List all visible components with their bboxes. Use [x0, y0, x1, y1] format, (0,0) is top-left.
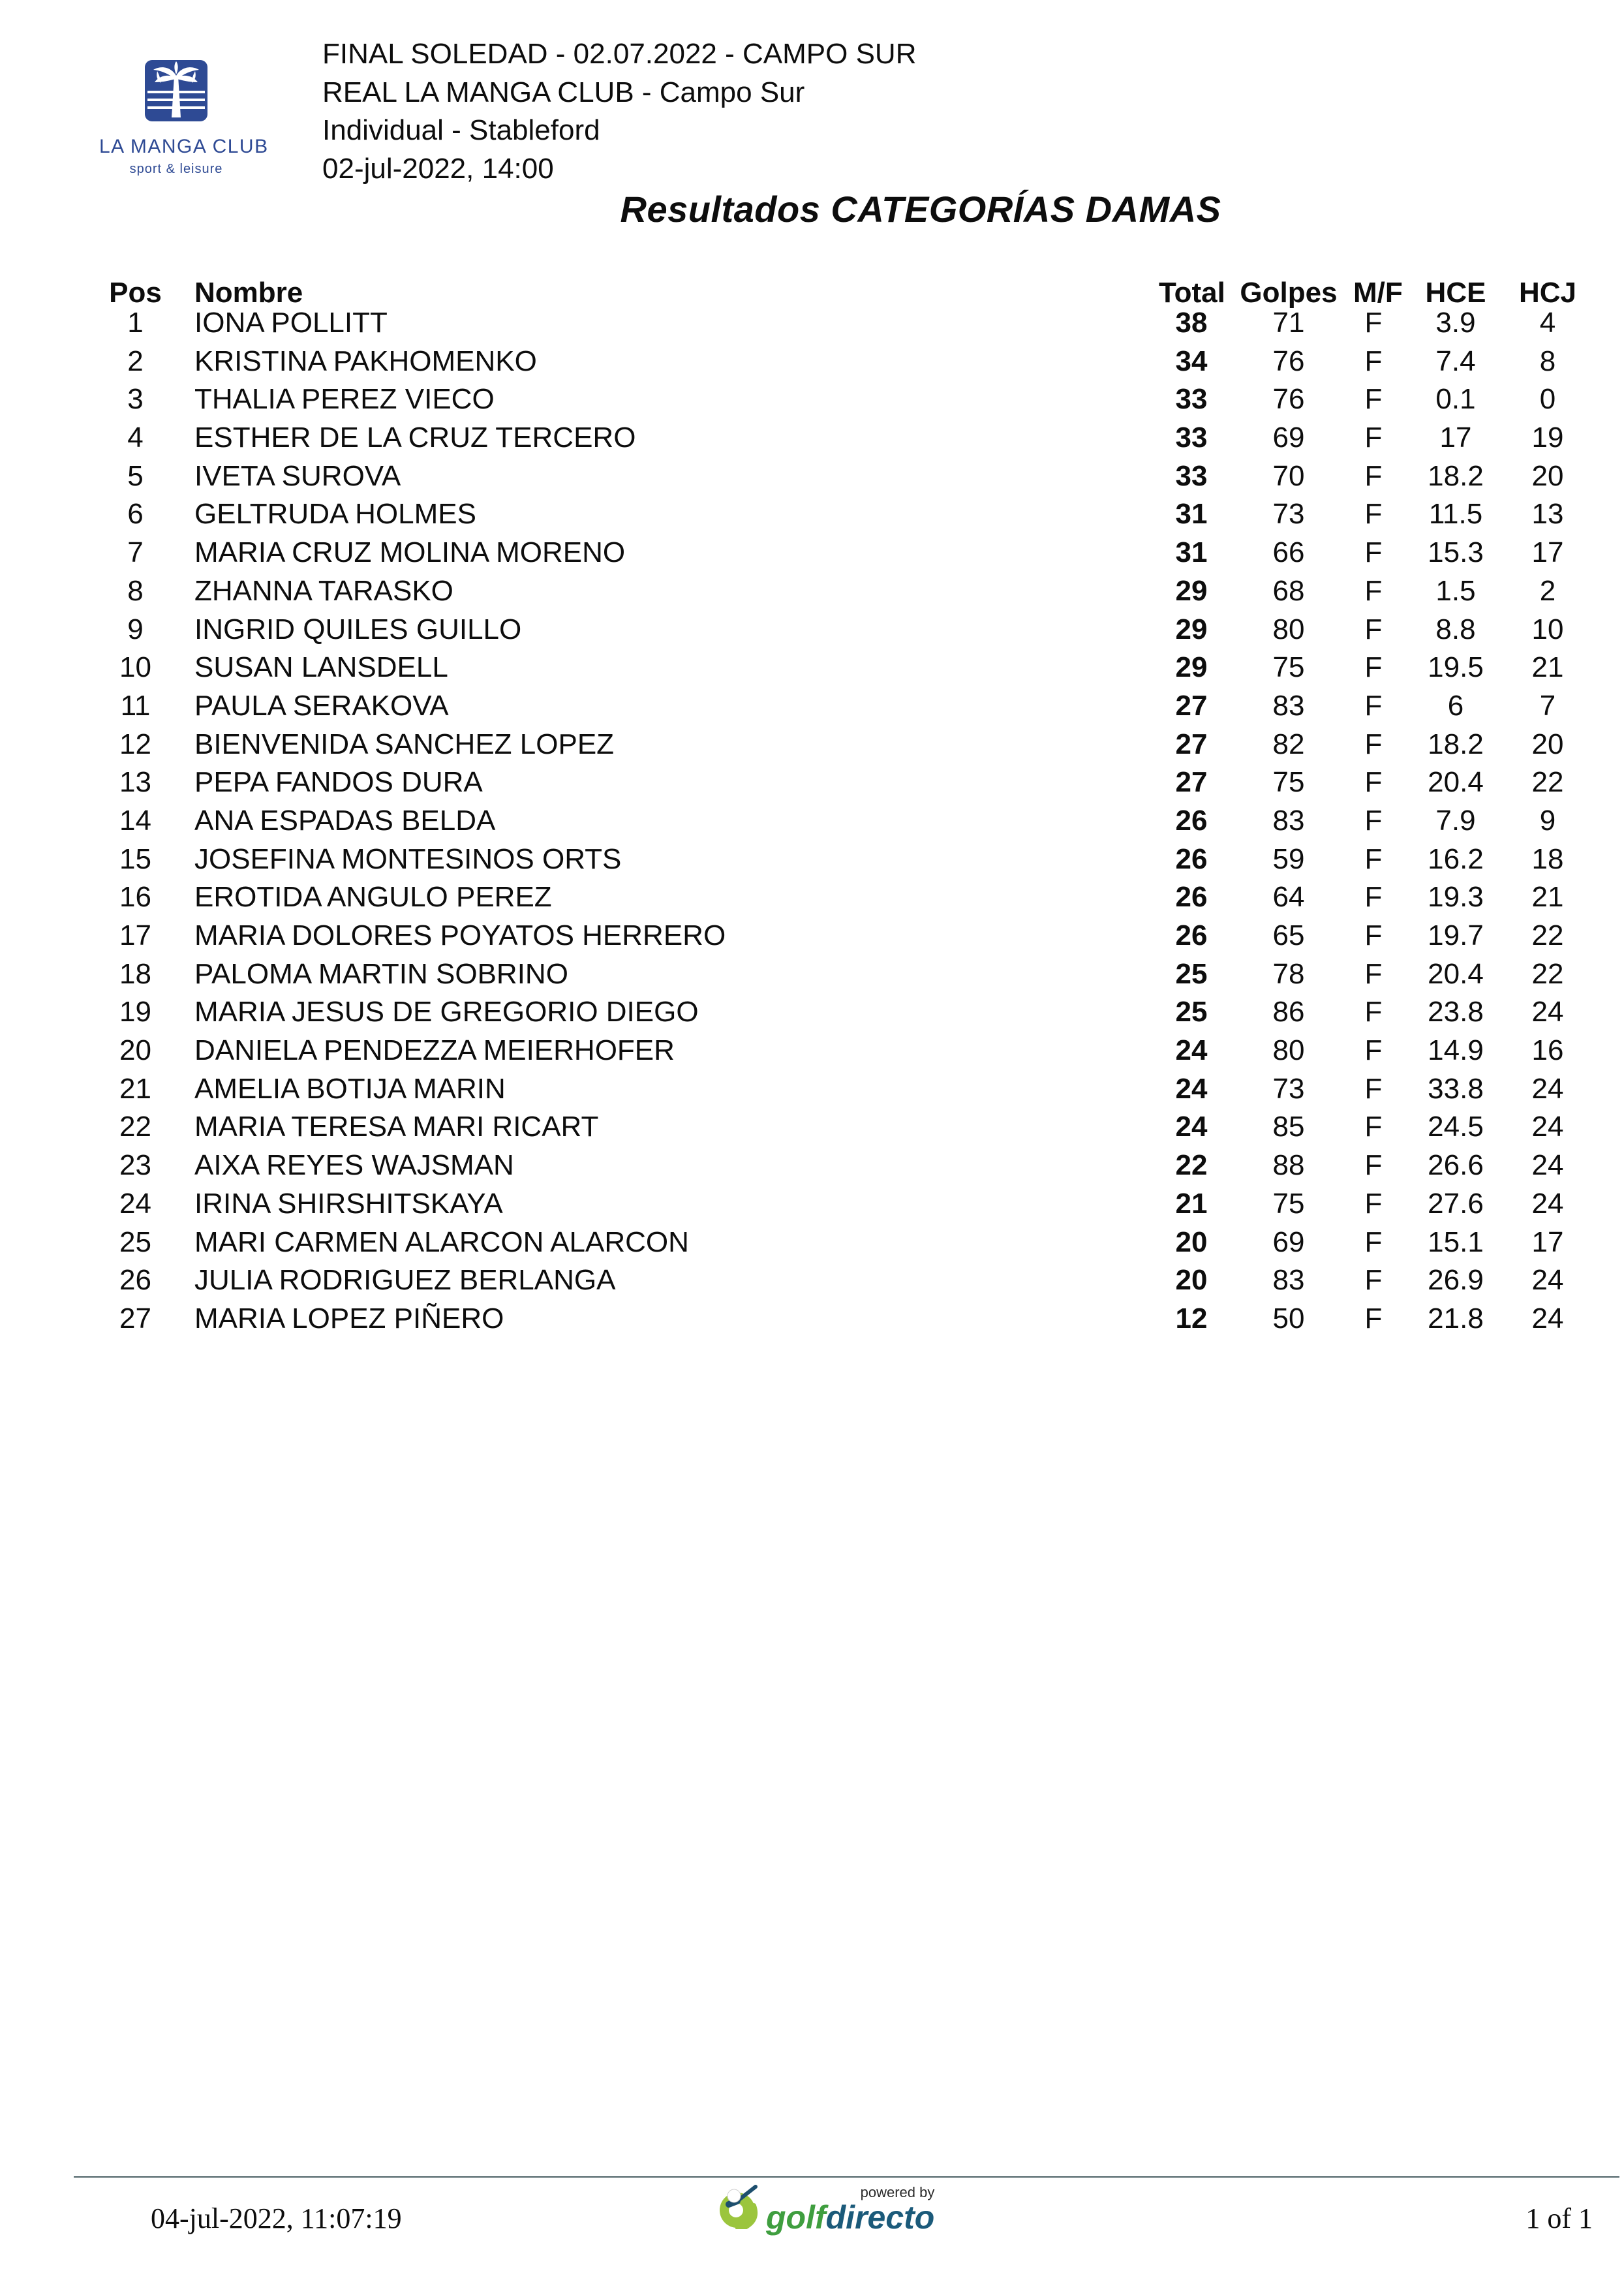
pos-cell: 7 [127, 536, 144, 569]
mf-cell: F [1364, 383, 1383, 416]
hcj-cell: 21 [1531, 651, 1564, 684]
powered-by-label: powered by [860, 2184, 935, 2200]
pos-cell: 13 [119, 766, 151, 799]
table-rows [104, 304, 1578, 1338]
hce-cell: 18.2 [1428, 728, 1484, 760]
pos-cell: 27 [119, 1302, 151, 1334]
hce-cell: 33.8 [1428, 1072, 1484, 1105]
mf-cell: F [1364, 613, 1383, 645]
hce-cell: 8.8 [1435, 613, 1476, 645]
table-row [104, 955, 1578, 994]
golpes-cell: 88 [1272, 1149, 1305, 1182]
total-cell: 26 [1175, 919, 1208, 951]
mf-cell: F [1364, 422, 1383, 454]
name-cell: SUSAN LANSDELL [194, 651, 448, 684]
total-cell: 24 [1175, 1111, 1208, 1143]
table-row [104, 993, 1578, 1032]
mf-cell: F [1364, 1149, 1383, 1182]
club-logo-block [99, 60, 269, 177]
hce-cell: 23.8 [1428, 996, 1484, 1028]
column-header-hcj: HCJ [1518, 277, 1577, 309]
table-row [104, 611, 1578, 649]
pos-cell: 14 [119, 804, 151, 837]
table-row [104, 419, 1578, 457]
hce-cell: 7.4 [1435, 345, 1476, 377]
table-row [104, 1147, 1578, 1185]
hcj-cell: 8 [1539, 345, 1556, 377]
name-cell: JULIA RODRIGUEZ BERLANGA [194, 1264, 616, 1297]
total-cell: 26 [1175, 881, 1208, 914]
wordmark-directo: directo [825, 2199, 935, 2236]
pos-cell: 24 [119, 1187, 151, 1220]
mf-cell: F [1364, 1072, 1383, 1105]
table-row [104, 495, 1578, 534]
golpes-cell: 64 [1272, 881, 1305, 914]
date-time-line: 02-jul-2022, 14:00 [322, 153, 554, 185]
hce-cell: 20.4 [1428, 957, 1484, 990]
golpes-cell: 76 [1272, 383, 1305, 416]
total-cell: 26 [1175, 842, 1208, 875]
golpes-cell: 69 [1272, 1226, 1305, 1258]
hce-cell: 6 [1447, 689, 1464, 722]
golpes-cell: 75 [1272, 651, 1305, 684]
mf-cell: F [1364, 345, 1383, 377]
hcj-cell: 24 [1531, 1149, 1564, 1182]
golpes-cell: 50 [1272, 1302, 1305, 1334]
table-row [104, 1032, 1578, 1070]
hcj-cell: 22 [1531, 766, 1564, 799]
hcj-cell: 16 [1531, 1034, 1564, 1067]
table-row [104, 802, 1578, 840]
pos-cell: 8 [127, 574, 144, 607]
pos-cell: 19 [119, 996, 151, 1028]
golpes-cell: 83 [1272, 689, 1305, 722]
name-cell: PEPA FANDOS DURA [194, 766, 483, 799]
mf-cell: F [1364, 996, 1383, 1028]
mf-cell: F [1364, 574, 1383, 607]
name-cell: GELTRUDA HOLMES [194, 498, 476, 531]
table-row [104, 1261, 1578, 1300]
table-row [104, 917, 1578, 955]
pos-cell: 5 [127, 459, 144, 492]
total-cell: 20 [1175, 1264, 1208, 1297]
mf-cell: F [1364, 804, 1383, 837]
pos-cell: 21 [119, 1072, 151, 1105]
hcj-cell: 10 [1531, 613, 1564, 645]
footer-divider [74, 2176, 1619, 2178]
column-header-total: Total [1159, 277, 1225, 309]
name-cell: KRISTINA PAKHOMENKO [194, 345, 537, 377]
pos-cell: 1 [127, 307, 144, 339]
total-cell: 29 [1175, 613, 1208, 645]
tournament-name-line: FINAL SOLEDAD - 02.07.2022 - CAMPO SUR [322, 38, 917, 70]
golpes-cell: 73 [1272, 498, 1305, 531]
total-cell: 21 [1175, 1187, 1208, 1220]
hce-cell: 16.2 [1428, 842, 1484, 875]
name-cell: INGRID QUILES GUILLO [194, 613, 522, 645]
hcj-cell: 19 [1531, 422, 1564, 454]
column-header-golpes: Golpes [1240, 277, 1338, 309]
name-cell: ZHANNA TARASKO [194, 574, 453, 607]
hcj-cell: 21 [1531, 881, 1564, 914]
hcj-cell: 24 [1531, 1264, 1564, 1297]
table-row [104, 1300, 1578, 1338]
hce-cell: 7.9 [1435, 804, 1476, 837]
hcj-cell: 17 [1531, 536, 1564, 569]
hce-cell: 21.8 [1428, 1302, 1484, 1334]
total-cell: 29 [1175, 651, 1208, 684]
results-table [104, 277, 1578, 1338]
table-row [104, 763, 1578, 802]
table-row [104, 304, 1578, 343]
golpes-cell: 75 [1272, 1187, 1305, 1220]
golpes-cell: 75 [1272, 766, 1305, 799]
hce-cell: 17 [1439, 422, 1472, 454]
hce-cell: 26.6 [1428, 1149, 1484, 1182]
pos-cell: 22 [119, 1111, 151, 1143]
name-cell: JOSEFINA MONTESINOS ORTS [194, 842, 622, 875]
column-header-pos: Pos [109, 277, 162, 309]
table-row [104, 687, 1578, 726]
pos-cell: 10 [119, 651, 151, 684]
hcj-cell: 13 [1531, 498, 1564, 531]
hce-cell: 19.7 [1428, 919, 1484, 951]
golpes-cell: 66 [1272, 536, 1305, 569]
hcj-cell: 0 [1539, 383, 1556, 416]
golpes-cell: 69 [1272, 422, 1305, 454]
table-row [104, 649, 1578, 687]
total-cell: 33 [1175, 459, 1208, 492]
table-row [104, 878, 1578, 917]
hcj-cell: 17 [1531, 1226, 1564, 1258]
mf-cell: F [1364, 728, 1383, 760]
mf-cell: F [1364, 1302, 1383, 1334]
total-cell: 38 [1175, 307, 1208, 339]
mf-cell: F [1364, 307, 1383, 339]
pos-cell: 11 [120, 689, 151, 722]
hcj-cell: 18 [1531, 842, 1564, 875]
golfdirecto-wordmark-block [766, 2185, 934, 2234]
golpes-cell: 83 [1272, 804, 1305, 837]
golpes-cell: 82 [1272, 728, 1305, 760]
hcj-cell: 24 [1531, 996, 1564, 1028]
hcj-cell: 7 [1539, 689, 1556, 722]
footer-print-timestamp: 04-jul-2022, 11:07:19 [151, 2202, 402, 2234]
mf-cell: F [1364, 689, 1383, 722]
mf-cell: F [1364, 919, 1383, 951]
golpes-cell: 78 [1272, 957, 1305, 990]
hcj-cell: 22 [1531, 919, 1564, 951]
total-cell: 27 [1175, 728, 1208, 760]
mf-cell: F [1364, 651, 1383, 684]
golpes-cell: 80 [1272, 1034, 1305, 1067]
table-row [104, 572, 1578, 611]
name-cell: PALOMA MARTIN SOBRINO [194, 957, 568, 990]
table-header-row [104, 277, 1578, 309]
name-cell: EROTIDA ANGULO PEREZ [194, 881, 552, 914]
hce-cell: 19.3 [1428, 881, 1484, 914]
hcj-cell: 24 [1531, 1072, 1564, 1105]
hcj-cell: 20 [1531, 459, 1564, 492]
club-logo-tagline: sport & leisure [129, 162, 223, 176]
golpes-cell: 86 [1272, 996, 1305, 1028]
hcj-cell: 24 [1531, 1111, 1564, 1143]
mf-cell: F [1364, 766, 1383, 799]
pos-cell: 16 [119, 881, 151, 914]
pos-cell: 4 [127, 422, 144, 454]
golfdirecto-ball-club-icon [718, 2185, 761, 2229]
hce-cell: 0.1 [1435, 383, 1476, 416]
name-cell: PAULA SERAKOVA [194, 689, 449, 722]
total-cell: 25 [1175, 996, 1208, 1028]
total-cell: 31 [1175, 498, 1208, 531]
club-logo-name: LA MANGA CLUB [99, 136, 269, 157]
golpes-cell: 80 [1272, 613, 1305, 645]
mf-cell: F [1364, 1264, 1383, 1297]
table-row [104, 1070, 1578, 1109]
column-header-mf: M/F [1353, 277, 1403, 309]
table-row [104, 1108, 1578, 1147]
hce-cell: 3.9 [1435, 307, 1476, 339]
column-header-hce: HCE [1425, 277, 1486, 309]
golfdirecto-brand [718, 2185, 934, 2234]
mf-cell: F [1364, 536, 1383, 569]
name-cell: BIENVENIDA SANCHEZ LOPEZ [194, 728, 615, 760]
name-cell: MARIA DOLORES POYATOS HERRERO [194, 919, 726, 951]
hce-cell: 27.6 [1428, 1187, 1484, 1220]
pos-cell: 6 [127, 498, 144, 531]
hcj-cell: 9 [1539, 804, 1556, 837]
mf-cell: F [1364, 842, 1383, 875]
pos-cell: 18 [119, 957, 151, 990]
total-cell: 24 [1175, 1034, 1208, 1067]
column-header-nombre: Nombre [194, 277, 303, 309]
name-cell: MARIA JESUS DE GREGORIO DIEGO [194, 996, 699, 1028]
hce-cell: 11.5 [1428, 498, 1483, 531]
total-cell: 27 [1175, 689, 1208, 722]
hce-cell: 1.5 [1435, 574, 1476, 607]
total-cell: 34 [1175, 345, 1208, 377]
hce-cell: 20.4 [1428, 766, 1484, 799]
hce-cell: 18.2 [1428, 459, 1484, 492]
pos-cell: 17 [119, 919, 151, 951]
hcj-cell: 24 [1531, 1187, 1564, 1220]
total-cell: 25 [1175, 957, 1208, 990]
name-cell: AIXA REYES WAJSMAN [194, 1149, 514, 1182]
table-row [104, 840, 1578, 879]
hce-cell: 14.9 [1428, 1034, 1484, 1067]
hce-cell: 15.3 [1428, 536, 1484, 569]
pos-cell: 20 [119, 1034, 151, 1067]
course-line: REAL LA MANGA CLUB - Campo Sur [322, 76, 805, 108]
total-cell: 20 [1175, 1226, 1208, 1258]
pos-cell: 2 [127, 345, 144, 377]
hcj-cell: 4 [1539, 307, 1556, 339]
pos-cell: 23 [119, 1149, 151, 1182]
table-row [104, 1224, 1578, 1262]
total-cell: 27 [1175, 766, 1208, 799]
name-cell: DANIELA PENDEZZA MEIERHOFER [194, 1034, 675, 1067]
pos-cell: 9 [127, 613, 144, 645]
pos-cell: 26 [119, 1264, 151, 1297]
total-cell: 33 [1175, 422, 1208, 454]
pos-cell: 15 [119, 842, 151, 875]
name-cell: MARIA LOPEZ PIÑERO [194, 1302, 504, 1334]
hce-cell: 19.5 [1428, 651, 1484, 684]
name-cell: IVETA SUROVA [194, 459, 401, 492]
table-row [104, 1185, 1578, 1224]
golpes-cell: 70 [1272, 459, 1305, 492]
total-cell: 31 [1175, 536, 1208, 569]
page-title: Resultados CATEGORÍAS DAMAS [620, 189, 1221, 230]
golpes-cell: 68 [1272, 574, 1305, 607]
mf-cell: F [1364, 1034, 1383, 1067]
golpes-cell: 59 [1272, 842, 1305, 875]
golpes-cell: 71 [1272, 307, 1305, 339]
table-row [104, 343, 1578, 381]
hcj-cell: 24 [1531, 1302, 1564, 1334]
golpes-cell: 85 [1272, 1111, 1305, 1143]
hcj-cell: 20 [1531, 728, 1564, 760]
mf-cell: F [1364, 1187, 1383, 1220]
name-cell: ESTHER DE LA CRUZ TERCERO [194, 422, 636, 454]
hcj-cell: 2 [1539, 574, 1556, 607]
total-cell: 24 [1175, 1072, 1208, 1105]
table-row [104, 380, 1578, 419]
mf-cell: F [1364, 1226, 1383, 1258]
mf-cell: F [1364, 1111, 1383, 1143]
hcj-cell: 22 [1531, 957, 1564, 990]
name-cell: MARI CARMEN ALARCON ALARCON [194, 1226, 689, 1258]
table-row [104, 457, 1578, 496]
pos-cell: 25 [119, 1226, 151, 1258]
hce-cell: 24.5 [1428, 1111, 1484, 1143]
format-line: Individual - Stableford [322, 114, 600, 147]
total-cell: 29 [1175, 574, 1208, 607]
palm-tree-logo-icon [145, 60, 207, 121]
name-cell: IONA POLLITT [194, 307, 388, 339]
pos-cell: 3 [127, 383, 144, 416]
mf-cell: F [1364, 498, 1383, 531]
name-cell: MARIA TERESA MARI RICART [194, 1111, 599, 1143]
golpes-cell: 65 [1272, 919, 1305, 951]
golfdirecto-wordmark [766, 2200, 934, 2234]
name-cell: ANA ESPADAS BELDA [194, 804, 496, 837]
total-cell: 33 [1175, 383, 1208, 416]
wordmark-golf: golf [766, 2199, 826, 2236]
name-cell: MARIA CRUZ MOLINA MORENO [194, 536, 626, 569]
total-cell: 26 [1175, 804, 1208, 837]
golpes-cell: 73 [1272, 1072, 1305, 1105]
mf-cell: F [1364, 957, 1383, 990]
page-number-indicator: 1 of 1 [1525, 2202, 1593, 2234]
total-cell: 22 [1175, 1149, 1208, 1182]
total-cell: 12 [1175, 1302, 1208, 1334]
table-row [104, 726, 1578, 764]
name-cell: IRINA SHIRSHITSKAYA [194, 1187, 503, 1220]
golpes-cell: 83 [1272, 1264, 1305, 1297]
pos-cell: 12 [119, 728, 151, 760]
name-cell: THALIA PEREZ VIECO [194, 383, 495, 416]
golpes-cell: 76 [1272, 345, 1305, 377]
hce-cell: 26.9 [1428, 1264, 1484, 1297]
name-cell: AMELIA BOTIJA MARIN [194, 1072, 506, 1105]
tournament-header [322, 35, 916, 189]
table-row [104, 534, 1578, 572]
mf-cell: F [1364, 459, 1383, 492]
mf-cell: F [1364, 881, 1383, 914]
hce-cell: 15.1 [1428, 1226, 1484, 1258]
